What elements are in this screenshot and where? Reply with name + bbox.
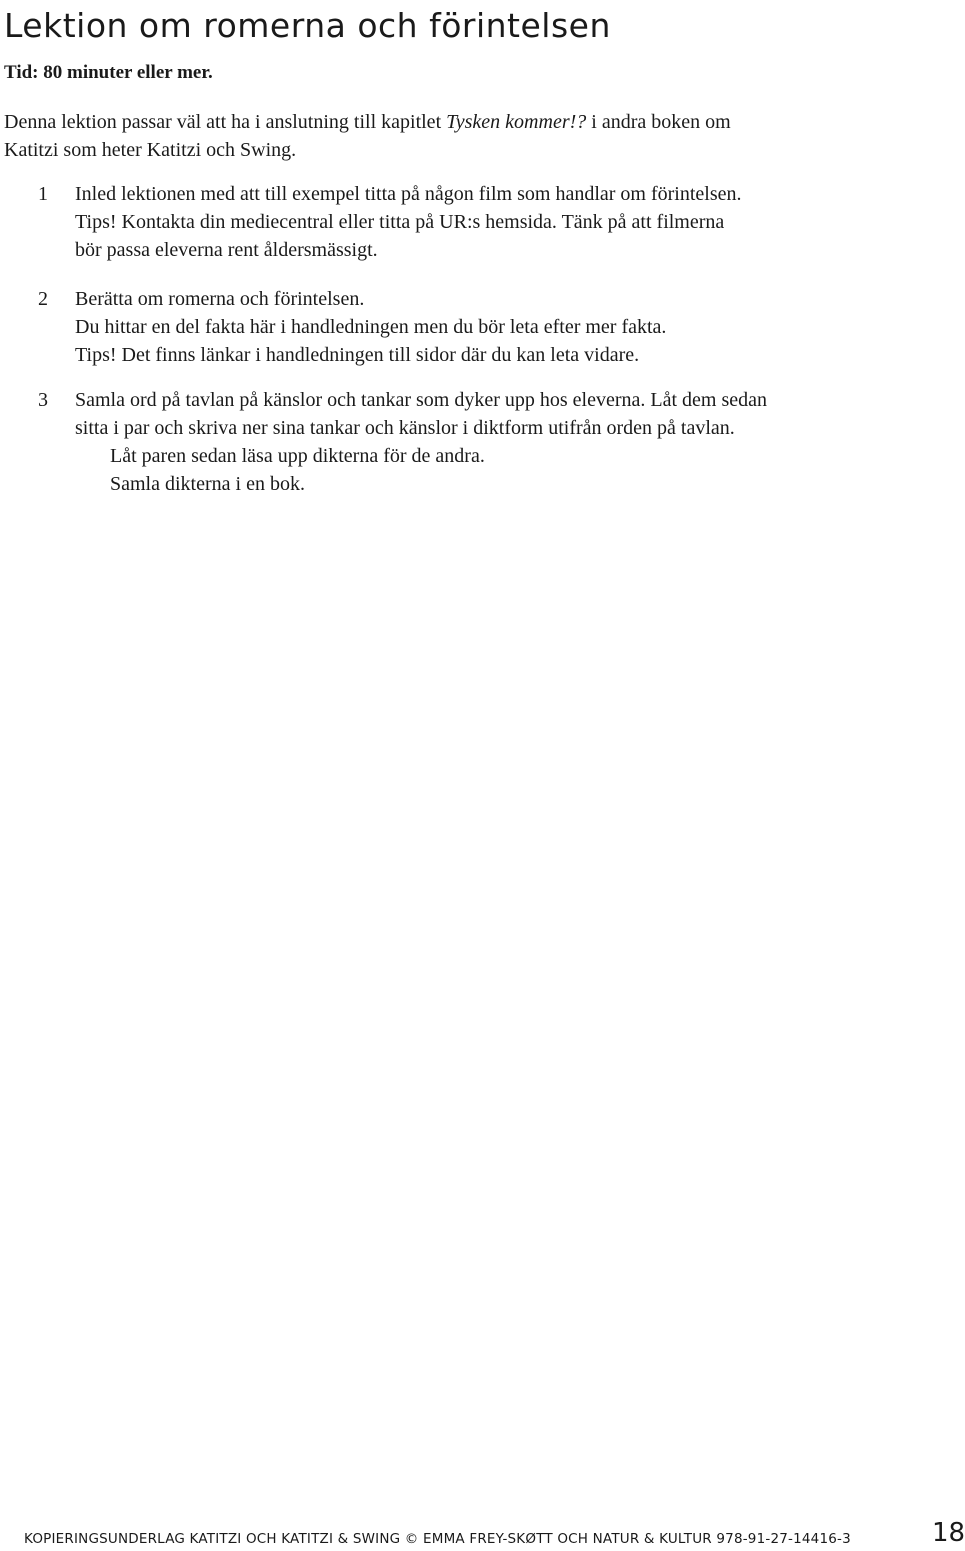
intro-line-2: Katitzi som heter Katitzi och Swing. [4,139,297,161]
intro-line-1 [4,108,904,136]
step-line: Tips! Kontakta din mediecentral eller titta på UR:s hemsida. Tänk på att filmerna [75,211,725,233]
step-text [75,180,935,264]
step-line: Berätta om romerna och förintelsen. [75,288,365,310]
step-text [75,386,935,498]
step-line: Samla ord på tavlan på känslor och tankar som dyker upp hos eleverna. Låt dem sedan [75,389,768,411]
intro-text: i andra boken om [586,111,731,133]
step-line: Samla dikterna i en bok. [110,473,305,495]
intro-text: Denna lektion passar väl att ha i anslutning till kapitlet [4,111,447,133]
page-number: 18 [932,1518,965,1548]
page-title: Lektion om romerna och förintelsen [4,6,611,45]
step-line: sitta i par och skriva ner sina tankar och känslor i diktform utifrån orden på tavlan. [75,417,735,439]
step-text [75,285,935,369]
lesson-duration: Tid: 80 minuter eller mer. [4,62,213,83]
intro-paragraph [4,108,904,164]
step-line: Inled lektionen med att till exempel titta på någon film som handlar om förintelsen. [75,183,742,205]
step-line: Du hittar en del fakta här i handledningen men du bör leta efter mer fakta. [75,316,667,338]
step-number: 3 [38,389,48,411]
step-line: Tips! Det finns länkar i handledningen till sidor där du kan leta vidare. [75,344,640,366]
chapter-title: Tysken kommer!? [446,111,587,133]
step-number: 1 [38,183,48,205]
step-number: 2 [38,288,48,310]
copyright-footer: KOPIERINGSUNDERLAG KATITZI OCH KATITZI & SWING © EMMA FREY-SKØTT OCH NATUR & KULTUR 978-91-27-14416-3 [24,1531,851,1547]
step-line: Låt paren sedan läsa upp dikterna för de andra. [110,445,485,467]
step-line: bör passa eleverna rent åldersmässigt. [75,239,378,261]
